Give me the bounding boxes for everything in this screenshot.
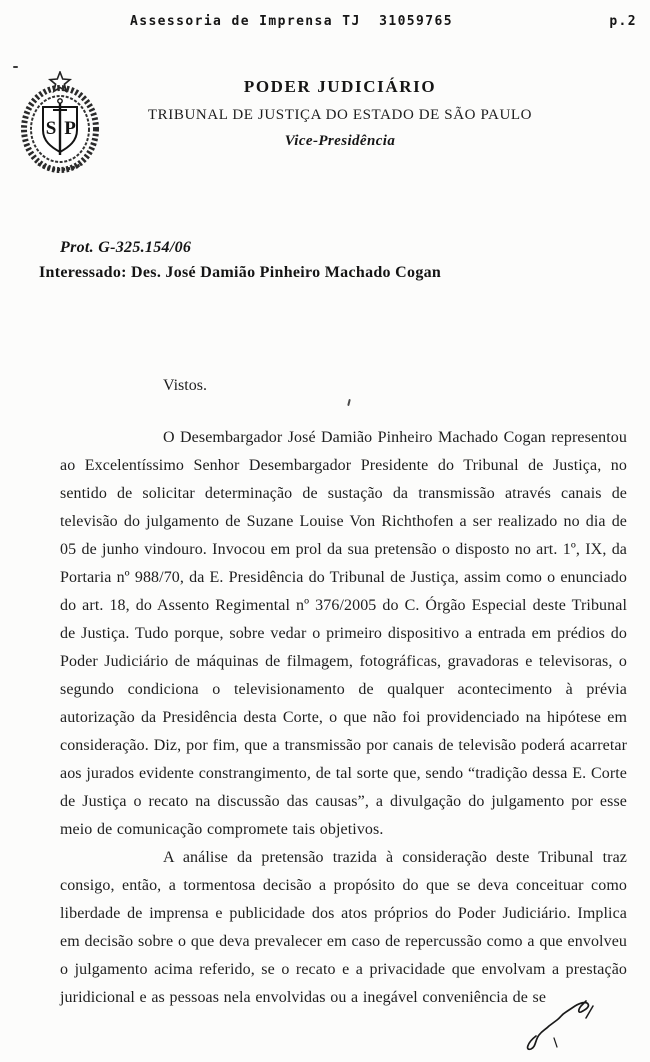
letterhead-division: Vice-Presidência: [284, 133, 396, 149]
fax-sender-id: Assessoria de Imprensa TJ 31059765: [130, 14, 453, 29]
scan-artifact-mark: [347, 399, 351, 406]
interested-party: Interessado: Des. José Damião Pinheiro Machado Cogan: [39, 264, 442, 281]
handwritten-signature-mark: [505, 983, 620, 1053]
sao-paulo-coat-of-arms-seal-icon: [20, 71, 100, 175]
seal-letter-p: P: [64, 118, 76, 139]
body-paragraph-2: A análise da pretensão trazida à consideração deste Tribunal traz consigo, então, a tormentosa decisão a propósito do que se deva conceituar como liberdade de imprensa e publicidade dos atos próprios do Poder Judiciário. Implica em decisão sobre o que deva prevalecer em caso de repercussão como a que envolveu o julgamento acima referido, se o recato e a privacidade que envolvam a prestação juridicional e as pessoas nela envolvidas ou a inegável conveniência de se: [60, 849, 627, 1006]
decision-body: [60, 424, 627, 1012]
protocol-number: Prot. G-325.154/06: [60, 239, 192, 256]
letterhead-court-name: TRIBUNAL DE JUSTIÇA DO ESTADO DE SÃO PAULO: [147, 107, 533, 123]
seal-letter-s: S: [45, 118, 57, 139]
scan-artifact-dash: [13, 66, 18, 68]
letterhead-branch-title: PODER JUDICIÁRIO: [243, 77, 437, 96]
body-paragraph-1: O Desembargador José Damião Pinheiro Machado Cogan representou ao Excelentíssimo Senhor Desembargador Presidente do Tribunal de Justiça, no sentido de solicitar determinação de sustação da transmissão através canais de televisão do julgamento de Suzane Louise Von Richthofen a ser realizado no dia de 05 de junho vindouro. Invocou em prol da sua pretensão o disposto no art. 1º, IX, da Portaria nº 988/70, da E. Presidência do Tribunal de Justiça, assim como o enunciado do art. 18, do Assento Regimental nº 376/2005 do C. Órgão Especial deste Tribunal de Justiça. Tudo porque, sobre vedar o primeiro dispositivo a entrada em prédios do Poder Judiciário de máquinas de filmagem, fotográficas, gravadoras e televisoras, o segundo condiciona o televisionamento de qualquer acontecimento à prévia autorização da Presidência desta Corte, o que não foi providenciado na hipótese em consideração. Diz, por fim, que a transmissão por canais de televisão poderá acarretar aos jurados evidente constrangimento, de tal sorte que, sendo “tradição dessa E. Corte de Justiça o recato na discussão das causas”, a divulgação do julgamento por esse meio de comunicação compromete tais objetivos.: [60, 429, 627, 838]
salutation: Vistos.: [163, 377, 207, 394]
letterhead: [110, 77, 570, 150]
fax-page-number: p.2: [609, 14, 637, 29]
